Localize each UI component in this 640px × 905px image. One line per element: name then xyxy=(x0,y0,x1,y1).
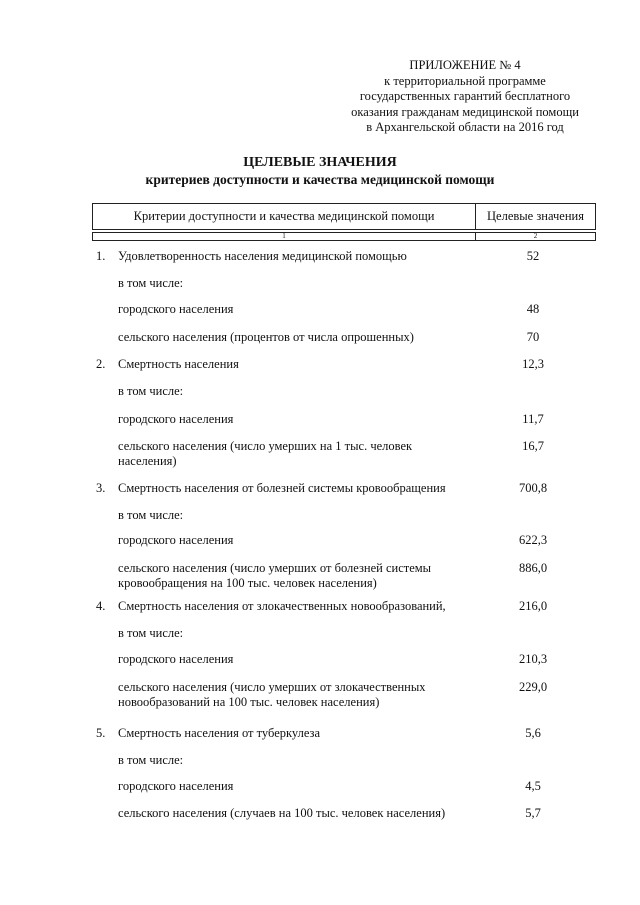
row-target-value: 16,7 xyxy=(522,439,544,453)
appendix-line: к территориальной программе xyxy=(384,73,546,88)
row-target-value: 52 xyxy=(526,249,540,263)
header-target-values: Целевые значения xyxy=(487,209,584,223)
column-number-1: 1 xyxy=(93,233,476,240)
row-criterion: Смертность населения от туберкулеза xyxy=(118,726,321,740)
row-target-value: 886,0 xyxy=(518,561,548,575)
row-target-value: 700,8 xyxy=(518,481,548,495)
appendix-header xyxy=(330,58,600,136)
appendix-line: ПРИЛОЖЕНИЕ № 4 xyxy=(409,58,521,72)
title-sub: критериев доступности и качества медицинской помощи xyxy=(145,172,495,187)
row-target-value: 229,0 xyxy=(518,680,548,694)
table-column-numbers xyxy=(92,232,596,241)
title-main: ЦЕЛЕВЫЕ ЗНАЧЕНИЯ xyxy=(243,155,397,170)
row-criterion: в том числе: xyxy=(118,626,184,640)
row-number: 3. xyxy=(96,481,106,495)
row-number: 5. xyxy=(96,726,106,740)
row-criterion: городского населения xyxy=(118,412,234,426)
row-criterion: сельского населения (число умерших на 1 тыс. человек населения) xyxy=(118,439,413,468)
row-number: 2. xyxy=(96,357,106,371)
row-criterion: городского населения xyxy=(118,779,234,793)
row-target-value: 5,7 xyxy=(525,806,541,820)
table-header xyxy=(92,203,596,230)
row-target-value: 70 xyxy=(526,330,540,344)
row-criterion: в том числе: xyxy=(118,508,184,522)
row-criterion: Удовлетворенность населения медицинской помощью xyxy=(118,249,407,263)
row-target-value: 622,3 xyxy=(518,533,548,547)
row-target-value: 12,3 xyxy=(522,357,544,371)
row-target-value: 4,5 xyxy=(525,779,541,793)
row-criterion: городского населения xyxy=(118,302,234,316)
row-criterion: сельского населения (число умерших от злокачественных новообразований на 100 тыс. человек населения) xyxy=(118,680,426,709)
row-criterion: в том числе: xyxy=(118,276,184,290)
row-criterion: сельского населения (случаев на 100 тыс. человек населения) xyxy=(118,806,446,820)
row-criterion: сельского населения (процентов от числа опрошенных) xyxy=(118,330,414,344)
row-criterion: в том числе: xyxy=(118,384,184,398)
row-target-value: 48 xyxy=(526,302,540,316)
column-number-2: 2 xyxy=(533,232,538,240)
row-target-value: 11,7 xyxy=(522,412,544,426)
document-title xyxy=(0,154,640,188)
row-number: 1. xyxy=(96,249,106,263)
row-criterion: в том числе: xyxy=(118,753,184,767)
row-target-value: 210,3 xyxy=(518,652,548,666)
row-criterion: Смертность населения xyxy=(118,357,239,371)
row-target-value: 5,6 xyxy=(525,726,541,740)
row-criterion: городского населения xyxy=(118,533,234,547)
row-target-value: 216,0 xyxy=(518,599,548,613)
row-criterion: Смертность населения от злокачественных новообразований, xyxy=(118,599,446,613)
header-criteria: Критерии доступности и качества медицинской помощи xyxy=(93,204,476,229)
appendix-line: государственных гарантий бесплатного xyxy=(359,89,571,103)
appendix-line: оказания гражданам медицинской помощи xyxy=(351,104,579,119)
row-criterion: городского населения xyxy=(118,652,234,666)
appendix-line: в Архангельской области на 2016 год xyxy=(366,120,564,134)
row-criterion: Смертность населения от болезней системы кровообращения xyxy=(118,481,446,495)
row-number: 4. xyxy=(96,599,106,613)
row-criterion: сельского населения (число умерших от болезней системы кровообращения на 100 тыс. человек населения) xyxy=(118,561,432,590)
